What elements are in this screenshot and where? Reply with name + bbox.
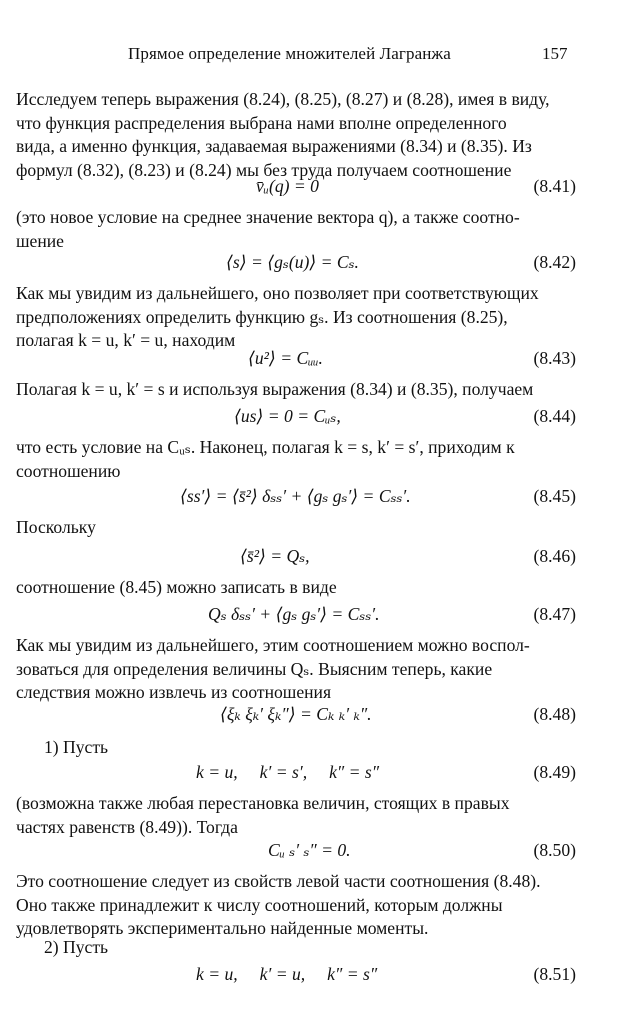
- formula: ⟨u²⟩ = Cᵤᵤ.: [248, 348, 323, 368]
- equation-8-48: [16, 704, 576, 728]
- paragraph-7: [16, 576, 576, 600]
- paragraph-6: [16, 516, 576, 540]
- text-line: Это соотношение следует из свойств левой части соотношения (8.48).: [16, 871, 541, 891]
- equation-8-45: [16, 486, 576, 510]
- equation-number: (8.46): [533, 546, 576, 566]
- text-line: частях равенств (8.49)). Тогда: [16, 816, 238, 837]
- equation-number: (8.45): [533, 486, 576, 506]
- text-line: Исследуем теперь выражения (8.24), (8.25), (8.27) и (8.28), имея в виду,: [16, 89, 550, 109]
- equation-number: (8.42): [533, 252, 576, 272]
- text-line: удовлетворять экспериментально найденные моменты.: [16, 918, 429, 938]
- equation-8-44: [16, 406, 576, 430]
- equation-number: (8.51): [533, 964, 576, 984]
- equation-8-41: [16, 176, 576, 200]
- equation-number: (8.48): [533, 704, 576, 724]
- equation-number: (8.43): [533, 348, 576, 368]
- paragraph-12: [16, 936, 604, 960]
- text-line: 1) Пусть: [44, 737, 109, 757]
- formula: ⟨us⟩ = 0 = Cᵤₛ,: [234, 406, 341, 426]
- text-line: Поскольку: [16, 517, 96, 537]
- running-header: Прямое определение множителей Лагранжа: [128, 44, 451, 63]
- equation-8-47: [16, 604, 576, 628]
- text-line: (это новое условие на среднее значение вектора q), а также соотно-: [16, 207, 520, 227]
- text-line: следствия можно извлечь из соотношения: [16, 682, 332, 702]
- formula: ⟨s⟩ = ⟨gₛ(u)⟩ = Cₛ.: [226, 252, 359, 272]
- formula: ⟨s̄²⟩ = Qₛ,: [240, 546, 310, 566]
- formula: k = u, k′ = s′, k″ = s″: [196, 762, 380, 782]
- text-line: что функция распределения выбрана нами вполне определенного: [16, 112, 507, 133]
- text-line: Полагая k = u, k′ = s и используя выражения (8.34) и (8.35), получаем: [16, 379, 534, 399]
- formula: Qₛ δₛₛ′ + ⟨gₛ gₛ′⟩ = Cₛₛ′.: [208, 604, 380, 624]
- page-number: 157: [542, 44, 568, 63]
- equation-number: (8.47): [533, 604, 576, 624]
- text-line: (возможна также любая перестановка величин, стоящих в правых: [16, 793, 510, 813]
- equation-8-51: [16, 964, 576, 988]
- formula: ⟨ξₖ ξₖ′ ξₖ″⟩ = Cₖ ₖ′ ₖ″.: [220, 704, 372, 724]
- text-line: формул (8.32), (8.23) и (8.24) мы без труда получаем соотношение: [16, 159, 512, 180]
- text-line: Как мы увидим из дальнейшего, этим соотношением можно воспол-: [16, 635, 530, 655]
- equation-8-50: [16, 840, 576, 864]
- formula: ⟨ss′⟩ = ⟨s̄²⟩ δₛₛ′ + ⟨gₛ gₛ′⟩ = Cₛₛ′.: [180, 486, 411, 506]
- formula: Cᵤ ₛ′ ₛ″ = 0.: [268, 840, 351, 860]
- formula: k = u, k′ = u, k″ = s″: [196, 964, 378, 984]
- text-line: соотношению: [16, 460, 121, 481]
- paragraph-1: [16, 88, 576, 182]
- text-line: Оно также принадлежит к числу соотношений, которым должны: [16, 894, 503, 915]
- equation-8-49: [16, 762, 576, 786]
- paragraph-4: [16, 378, 576, 402]
- text-line: шение: [16, 230, 64, 251]
- paragraph-11: [16, 870, 576, 941]
- equation-8-46: [16, 546, 576, 570]
- text-line: что есть условие на Cᵤₛ. Наконец, полагая k = s, k′ = s′, приходим к: [16, 437, 515, 457]
- equation-number: (8.50): [533, 840, 576, 860]
- paragraph-5: [16, 436, 576, 483]
- equation-8-43: [16, 348, 576, 372]
- equation-number: (8.44): [533, 406, 576, 426]
- equation-8-42: [16, 252, 576, 276]
- text-line: предположениях определить функцию gₛ. Из соотношения (8.25),: [16, 306, 508, 327]
- paragraph-9: [16, 736, 604, 760]
- text-line: полагая k = u, k′ = u, находим: [16, 330, 236, 350]
- text-line: 2) Пусть: [44, 937, 109, 957]
- formula: v̄ᵤ(q) = 0: [256, 176, 319, 196]
- text-line: вида, а именно функция, задаваемая выражениями (8.34) и (8.35). Из: [16, 136, 532, 156]
- paragraph-2: [16, 206, 576, 253]
- equation-number: (8.41): [533, 176, 576, 196]
- paragraph-8: [16, 634, 576, 705]
- paragraph-10: [16, 792, 576, 839]
- text-line: соотношение (8.45) можно записать в виде: [16, 577, 337, 597]
- text-line: Как мы увидим из дальнейшего, оно позволяет при соответствующих: [16, 283, 539, 303]
- equation-number: (8.49): [533, 762, 576, 782]
- paragraph-3: [16, 282, 576, 353]
- text-line: зоваться для определения величины Qₛ. Выясним теперь, какие: [16, 658, 493, 679]
